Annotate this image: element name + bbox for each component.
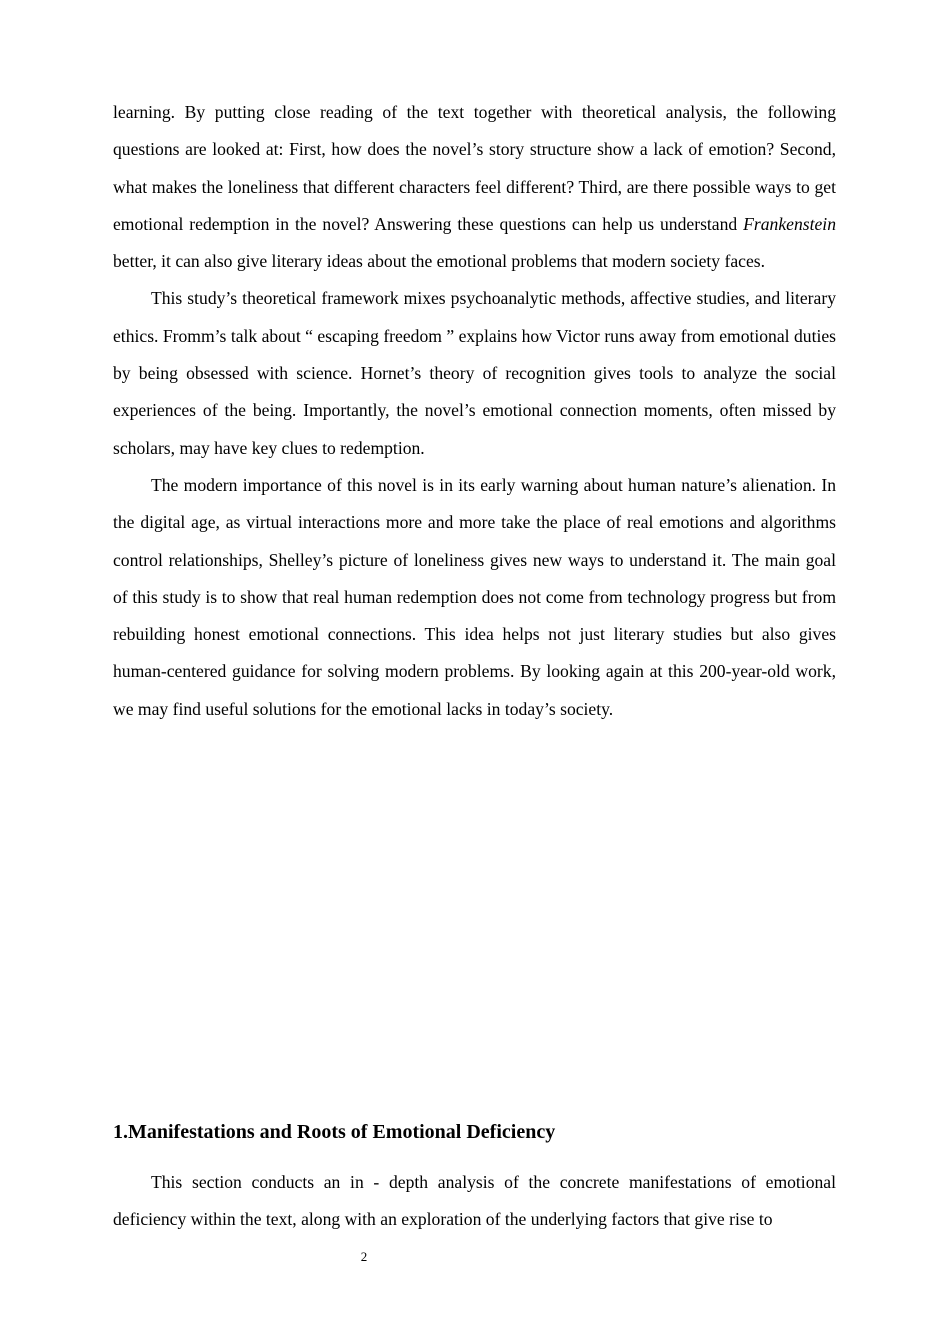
paragraph-modern-importance: The modern importance of this novel is in its early warning about human nature’s alienation. In the digital age, as virtual interactions more and more take the place of real emotions and algorithms control relationships, Shelley’s picture of loneliness gives new ways to understand it. The main goal of this study is to show that real human redemption does not come from technology progress but from rebuilding honest emotional connections. This idea helps not just literary studies but also gives human-centered guidance for solving modern problems. By looking again at this 200-year-old work, we may find useful solutions for the emotional lacks in today’s society. bbox=[113, 474, 836, 719]
paragraph-text: better, it can also give literary ideas about the emotional problems that modern society faces. bbox=[113, 251, 765, 272]
body-text-block bbox=[113, 94, 836, 728]
section-heading: 1.Manifestations and Roots of Emotional Deficiency bbox=[113, 1121, 556, 1143]
paragraph-learning bbox=[113, 94, 836, 280]
section-body-block bbox=[113, 1164, 836, 1239]
paragraph-theoretical-framework: This study’s theoretical framework mixes psychoanalytic methods, affective studies, and literary ethics. Fromm’s talk about “ escaping freedom ” explains how Victor runs away from emotional duties by being obsessed with science. Hornet’s theory of recognition gives tools to analyze the social experiences of the being. Importantly, the novel’s emotional connection moments, often missed by scholars, may have key clues to redemption. bbox=[113, 288, 836, 458]
page-number: 2 bbox=[360, 1249, 368, 1264]
paragraph-text: learning. By putting close reading of the text together with theoretical analysis, the following questions are looked at: First, how does the novel’s story structure show a lack of emotion? Second, what makes the loneliness that different characters feel different? Third, are there possible ways to get emotional redemption in the novel? Answering these questions can help us understand bbox=[113, 102, 836, 234]
book-title-italic: Frankenstein bbox=[743, 213, 836, 234]
paragraph-section-intro: This section conducts an in - depth analysis of the concrete manifestations of emotional deficiency within the text, along with an exploration of the underlying factors that give rise to bbox=[113, 1172, 836, 1230]
